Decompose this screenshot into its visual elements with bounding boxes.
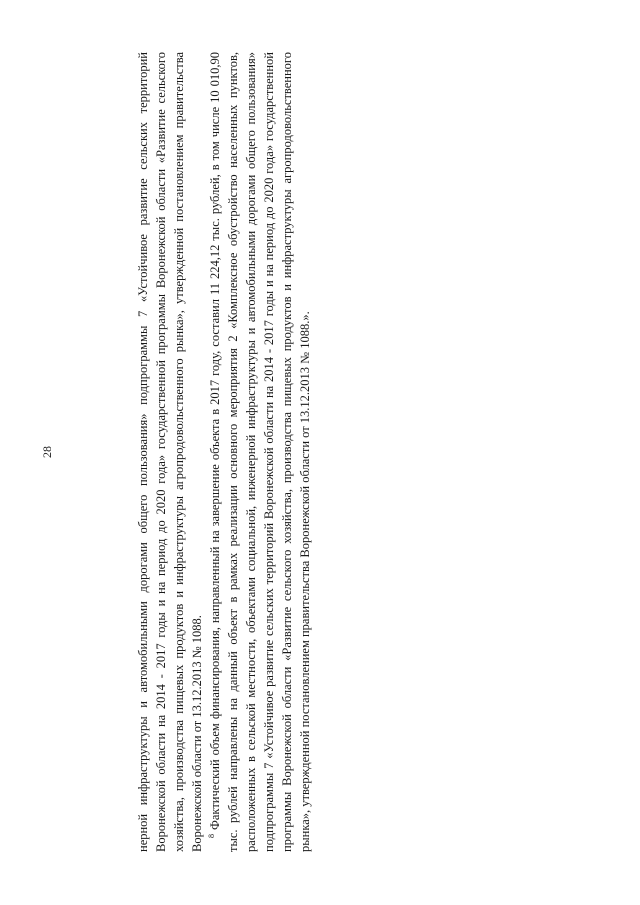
footnote-marker: 8 — [206, 834, 216, 838]
rotated-page-content — [40, 52, 600, 852]
footnote-text: нерной инфраструктуры и автомобильными дорогами общего пользования» подпрограммы 7 «Устойчивое развитие сельских территорий Воронежской области на 2014 - 2017 годы и на период до 2020 года» государственной программы Воронежской области «Развитие сельского хозяйства, производства пищевых продуктов и инфраструктуры агропродовольственного рынка», утвержденной постановлением правительства Воронежской области от 13.12.2013 № 1088. — [136, 52, 204, 852]
footnote-continuation — [134, 52, 206, 852]
footnote-text: Фактический объем финансирования, направленный на завершение объекта в 2017 году, составил 11 224,12 тыс. рублей, в том числе 10 010,90 тыс. рублей направлены на данный объект в рамках реализации основного мероприятия 2 «Комплексное обустройство населенных пунктов, расположенных в сельской местности, объектами социальной, инженерной инфраструктуры и автомобильными дорогами общего пользования» подпрограммы 7 «Устойчивое развитие сельских территорий Воронежской области на 2014 - 2017 годы и на период до 2020 года» государственной программы Воронежской области «Развитие сельского хозяйства, производства пищевых продуктов и инфраструктуры агропродовольственного рынка», утвержденной постановлением правительства Воронежской области от 13.12.2013 № 1088.». — [208, 52, 312, 852]
footnote-8 — [206, 52, 314, 852]
footnotes-block — [134, 52, 314, 852]
page-number: 28 — [40, 446, 54, 458]
